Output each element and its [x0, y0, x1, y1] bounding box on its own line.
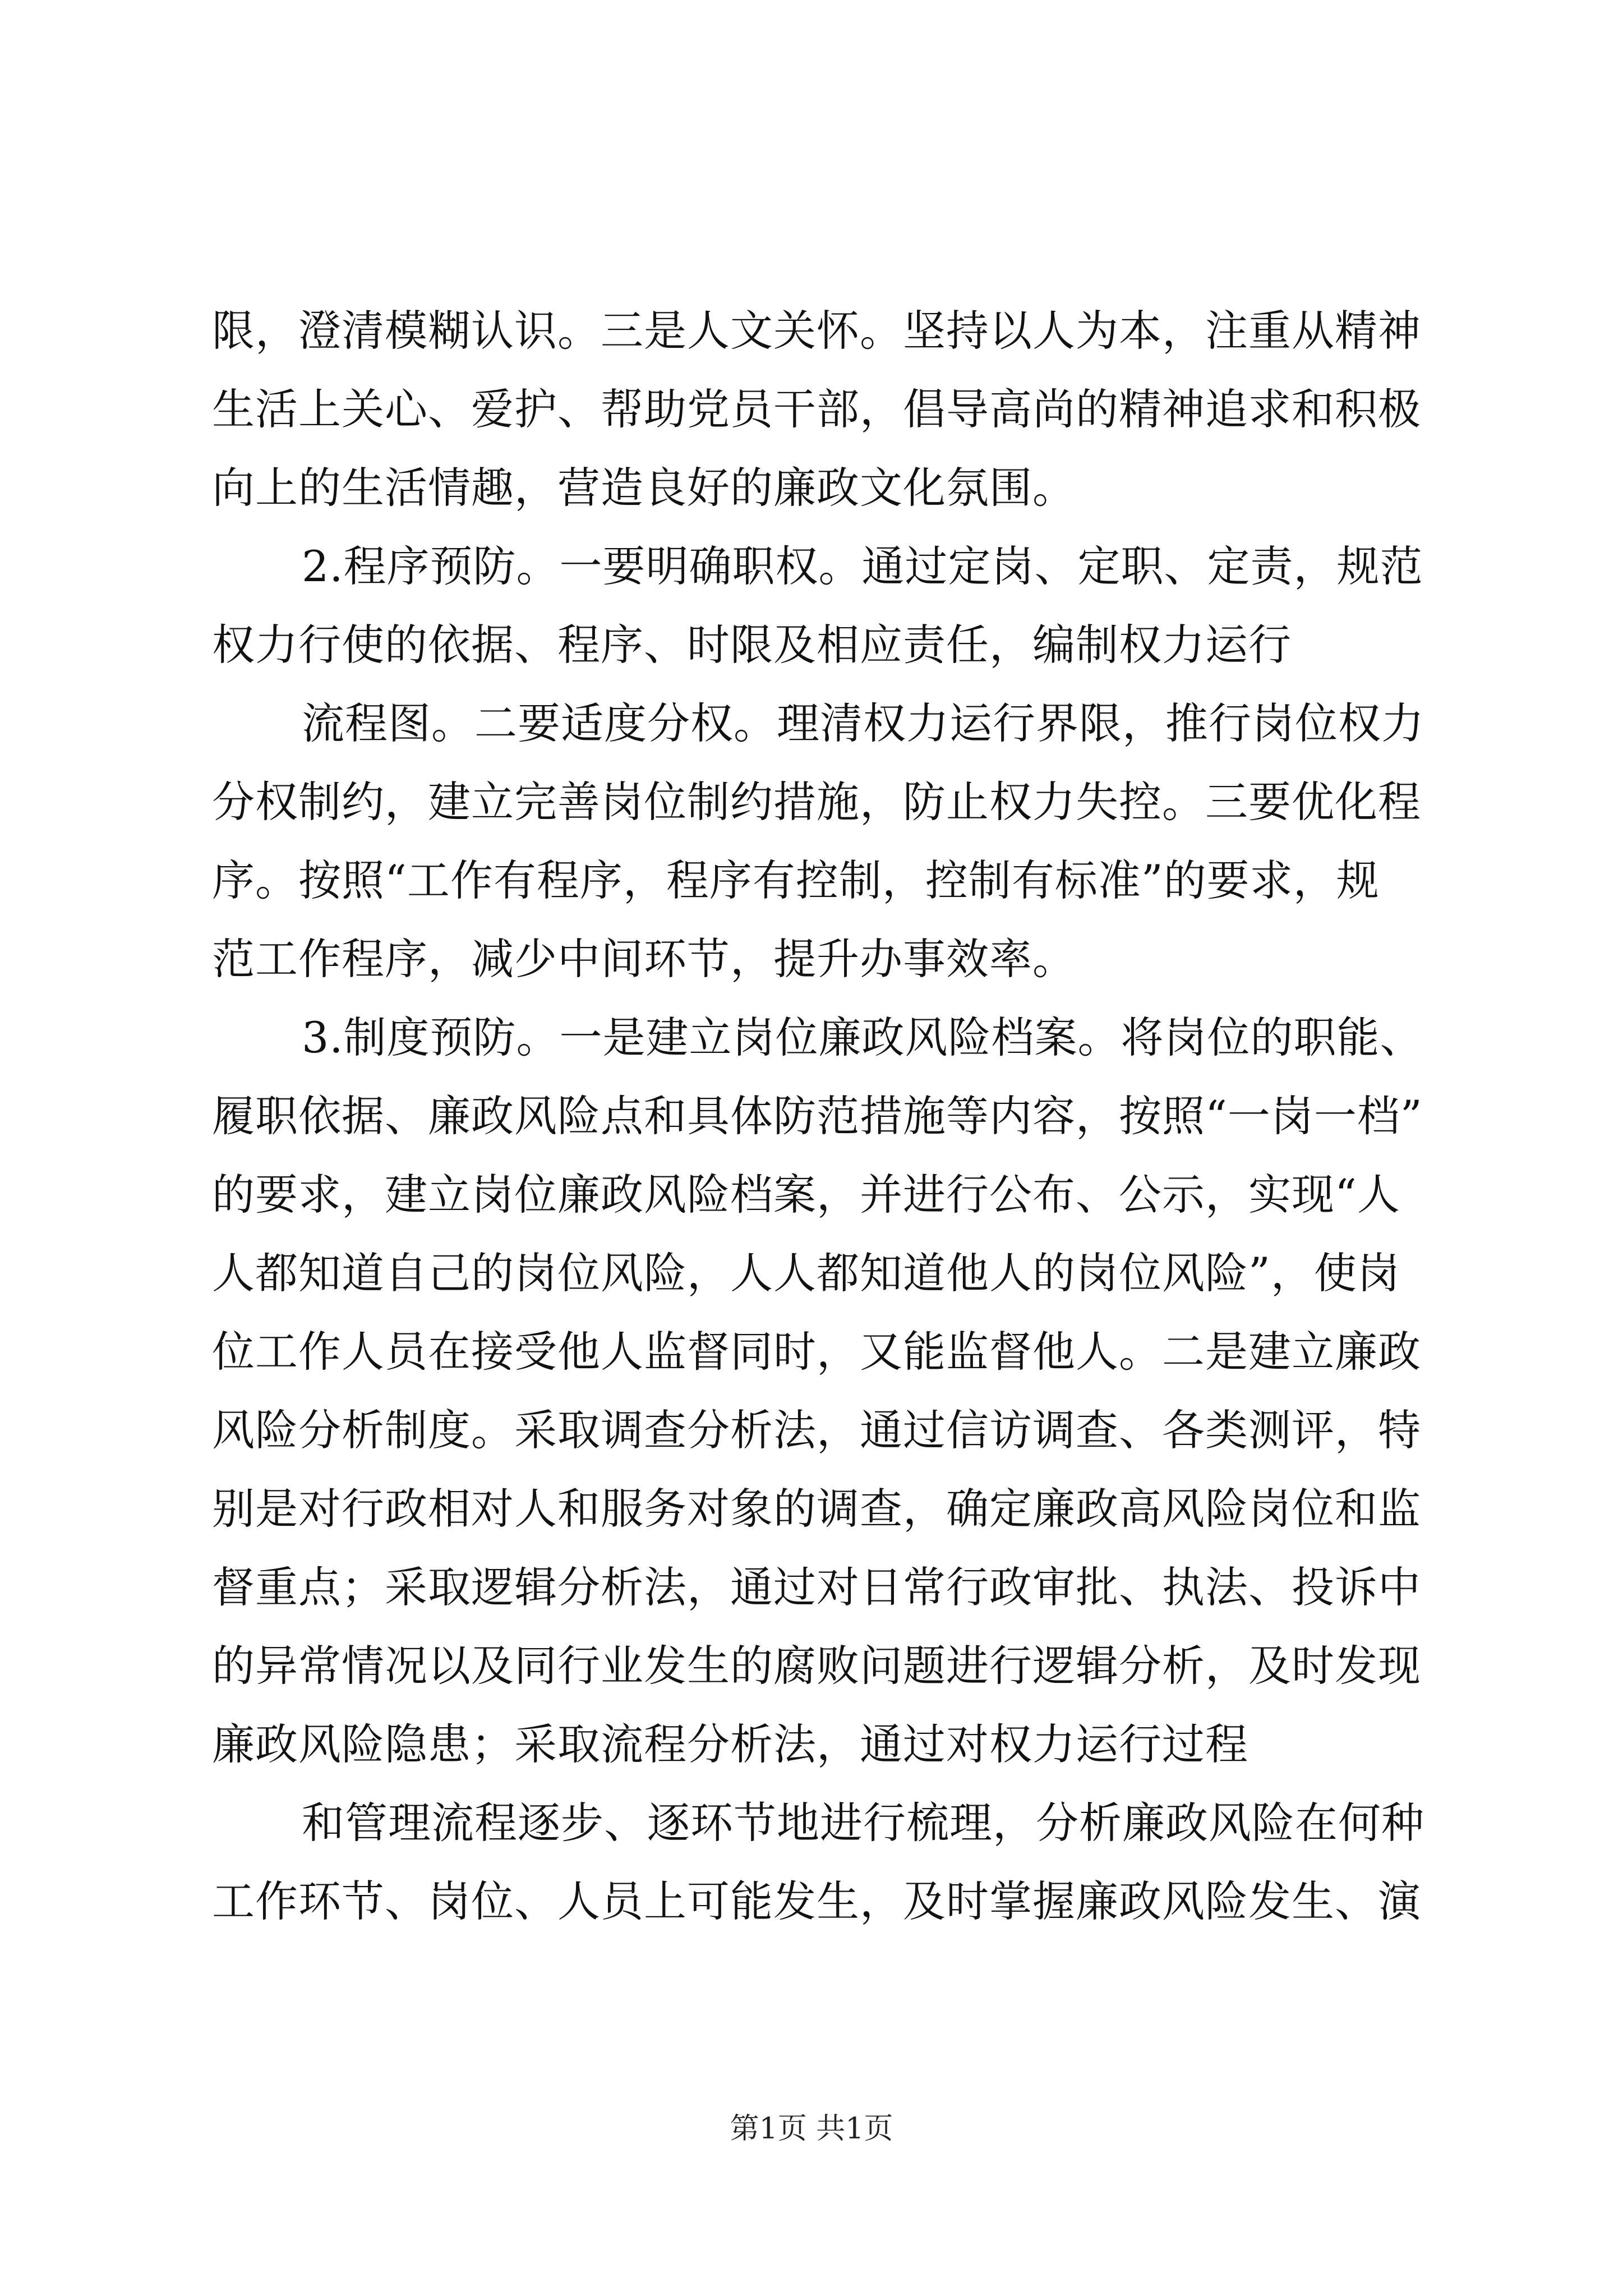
text-line: 2.程序预防。一要明确职权。通过定岗、定职、定责，规范	[302, 541, 1423, 591]
text-line: 工作环节、岗位、人员上可能发生，及时掌握廉政风险发生、演	[212, 1876, 1421, 1926]
text-line: 权力行使的依据、程序、时限及相应责任，编制权力运行	[212, 620, 1292, 670]
text-line: 3.制度预防。一是建立岗位廉政风险档案。将岗位的职能、	[302, 1013, 1423, 1062]
text-line: 廉政风险隐患；采取流程分析法，通过对权力运行过程	[212, 1719, 1248, 1769]
text-line: 生活上关心、爱护、帮助党员干部，倡导高尚的精神追求和积极	[212, 384, 1421, 434]
document-body	[212, 292, 1424, 1941]
text-line: 督重点；采取逻辑分析法，通过对日常行政审批、执法、投诉中	[212, 1562, 1421, 1612]
text-line: 向上的生活情趣，营造良好的廉政文化氛围。	[212, 463, 1076, 513]
text-line: 人都知道自己的岗位风险，人人都知道他人的岗位风险”，使岗	[212, 1248, 1400, 1298]
text-line: 和管理流程逐步、逐环节地进行梳理，分析廉政风险在何种	[302, 1798, 1424, 1848]
text-line: 范工作程序，减少中间环节，提升办事效率。	[212, 934, 1076, 984]
text-line: 别是对行政相对人和服务对象的调查，确定廉政高风险岗位和监	[212, 1484, 1421, 1534]
text-line: 流程图。二要适度分权。理清权力运行界限，推行岗位权力	[302, 698, 1424, 748]
text-line: 的要求，建立岗位廉政风险档案，并进行公布、公示，实现“人	[212, 1170, 1400, 1220]
text-line: 风险分析制度。采取调查分析法，通过信访调查、各类测评，特	[212, 1405, 1421, 1455]
text-line: 履职依据、廉政风险点和具体防范措施等内容，按照“一岗一档”	[212, 1091, 1423, 1141]
text-line: 序。按照“工作有程序，程序有控制，控制有标准”的要求，规	[212, 855, 1380, 905]
text-line: 的异常情况以及同行业发生的腐败问题进行逻辑分析，及时发现	[212, 1641, 1421, 1691]
text-line: 分权制约，建立完善岗位制约措施，防止权力失控。三要优化程	[212, 777, 1421, 827]
page-number-footer: 第1页 共1页	[730, 2112, 893, 2146]
text-line: 位工作人员在接受他人监督同时，又能监督他人。二是建立廉政	[212, 1327, 1421, 1377]
text-line: 限，澄清模糊认识。三是人文关怀。坚持以人为本，注重从精神	[212, 306, 1421, 356]
